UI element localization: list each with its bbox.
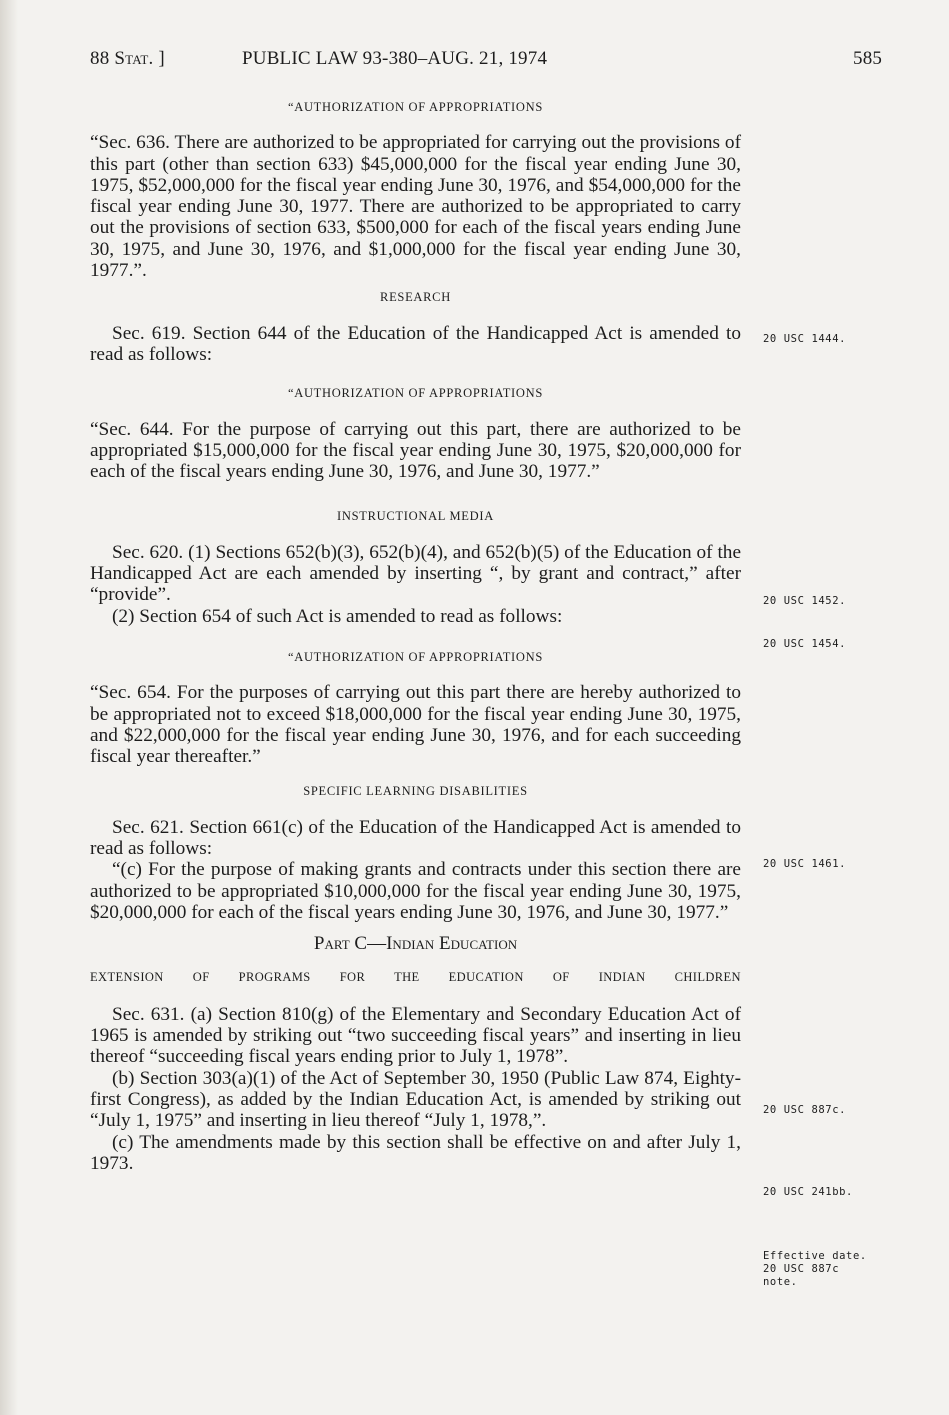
margin-citation: 20 USC 887c. xyxy=(763,1104,847,1116)
paragraph: Sec. 621. Section 661(c) of the Education of the Handicapped Act is amended to read as follows: xyxy=(90,816,741,860)
margin-citation: 20 USC 1454. xyxy=(763,638,847,650)
paragraph: “Sec. 654. For the purposes of carrying out this part there are hereby authorized to be appropriated not to exceed $18,000,000 for the fiscal year ending June 30, 1975, and $22,000,000 for the fiscal year ending June 30, 1976, and for each succeeding fiscal year thereafter.” xyxy=(90,682,741,768)
paragraph: Sec. 631. (a) Section 810(g) of the Elementary and Secondary Education Act of 1965 is amended by striking out “two succeeding fiscal years” and inserting in lieu thereof “succeeding fiscal years ending prior to July 1, 1978”. xyxy=(90,1003,741,1068)
section-heading: “AUTHORIZATION OF APPROPRIATIONS xyxy=(287,386,544,401)
section-heading: “AUTHORIZATION OF APPROPRIATIONS xyxy=(287,649,544,664)
part-title: Part C—Indian Education xyxy=(313,933,518,955)
paragraph: (b) Section 303(a)(1) of the Act of September 30, 1950 (Public Law 874, Eighty-first Congress), as added by the Indian Education Act, is amended by striking out “July 1, 1975” and inserting in lieu thereof “July 1, 1978,”. xyxy=(90,1067,741,1132)
paragraph: “Sec. 644. For the purpose of carrying out this part, there are authorized to be appropriated $15,000,000 for the fiscal year ending June 30, 1975, $20,000,000 for each of the fiscal years ending June 30, 1976, and June 30, 1977.” xyxy=(90,418,741,483)
margin-citation: 20 USC 1452. xyxy=(763,595,847,607)
statute-volume: 88 Stat. ] xyxy=(90,48,165,69)
margin-citation: 20 USC 1444. xyxy=(763,333,847,345)
section-heading: “AUTHORIZATION OF APPROPRIATIONS xyxy=(287,100,544,114)
paragraph: Sec. 619. Section 644 of the Education of the Handicapped Act is amended to read as follows: xyxy=(90,322,741,365)
margin-citation: 20 USC 887c xyxy=(763,1263,840,1275)
section-heading: SPECIFIC LEARNING DISABILITIES xyxy=(303,784,528,799)
margin-note-effective-date: Effective date. xyxy=(763,1250,867,1262)
section-heading: INSTRUCTIONAL MEDIA xyxy=(337,509,494,524)
section-heading: EXTENSION OF PROGRAMS FOR THE EDUCATION OF INDIAN CHILDREN xyxy=(90,969,741,984)
page-number: 585 xyxy=(853,48,883,69)
margin-citation: note. xyxy=(763,1276,798,1288)
section-heading: RESEARCH xyxy=(380,290,451,305)
margin-citation: 20 USC 241bb. xyxy=(763,1186,853,1198)
paragraph: “Sec. 636. There are authorized to be appropriated for carrying out the provisions of this part (other than section 633) $45,000,000 for the fiscal year ending June 30, 1975, $52,000,000 for the fiscal year ending June 30, 1976, and $54,000,000 for the fiscal year ending June 30, 1977. There are authorized to be appropriated to carry out the provisions of section 633, $500,000 for each of the fiscal years ending June 30, 1975, and June 30, 1976, and $1,000,000 for the fiscal year ending June 30, 1977.”. xyxy=(90,132,741,282)
margin-citation: 20 USC 1461. xyxy=(763,858,847,870)
paragraph: (c) The amendments made by this section shall be effective on and after July 1, 1973. xyxy=(90,1131,741,1174)
text-column xyxy=(90,92,741,1174)
paragraph: “(c) For the purpose of making grants and contracts under this section there are authorized to be appropriated $10,000,000 for the fiscal year ending June 30, 1975, $20,000,000 for each of the fiscal years ending June 30, 1976, and June 30, 1977.” xyxy=(90,859,741,923)
paragraph: Sec. 620. (1) Sections 652(b)(3), 652(b)(4), and 652(b)(5) of the Education of the Handicapped Act are each amended by inserting “, by grant and contract,” after “provide”. xyxy=(90,541,741,606)
paragraph: (2) Section 654 of such Act is amended to read as follows: xyxy=(112,605,563,627)
public-law-title: PUBLIC LAW 93-380–AUG. 21, 1974 xyxy=(242,48,548,69)
